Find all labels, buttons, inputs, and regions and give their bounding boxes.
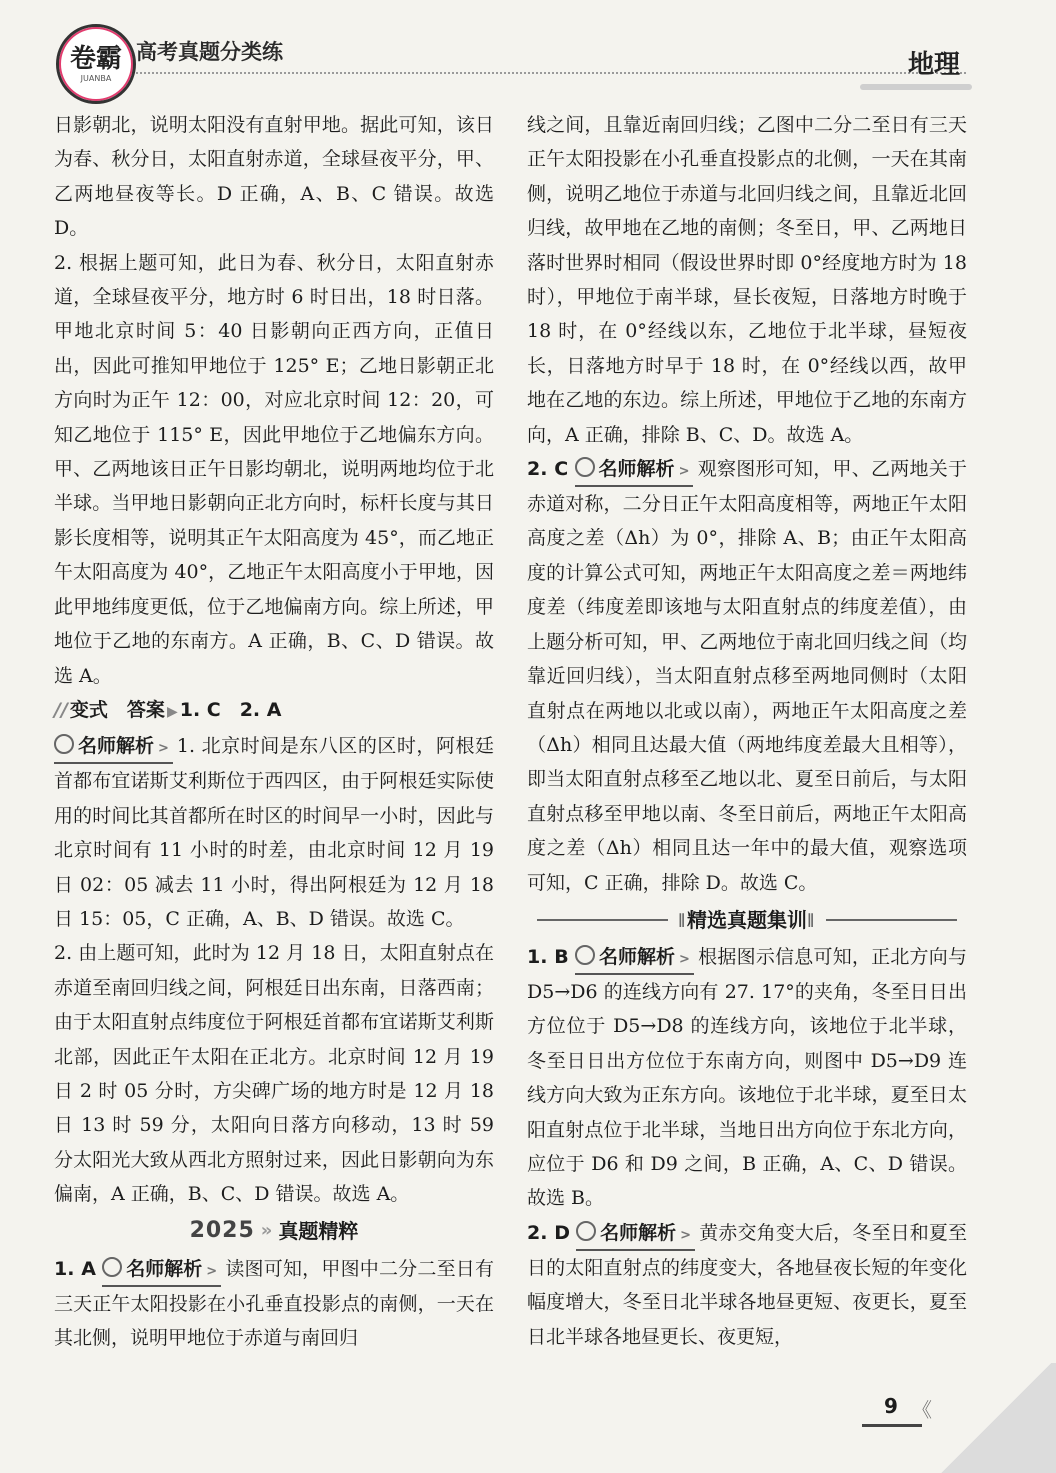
- left-paragraph-4: 2. 由上题可知，此时为 12 月 18 日，太阳直射点在赤道至南回归线之间，阿根廷日出东南，日落西南；由于太阳直射点纬度位于阿根廷首都布宜诺斯艾利斯北部，因此正午太阳在正北方。北京时间 12 月 19 日 2 时 05 分时，方尖碑广场的地方时是 12 月 18 日 13 时 59 分，太阳向日落方向移动，13 时 59 分太阳光大致从西北方照射过来，因此日影朝向为东偏南，A 正确，B、C、D 错误。故选 A。: [54, 942, 494, 1206]
- answer-label: 答案: [126, 698, 165, 721]
- teacher-icon: [575, 945, 595, 965]
- chevron-right-icon: >: [679, 951, 690, 967]
- teacher-analysis-tag: [575, 944, 694, 975]
- question-text: 观察图形可知，甲、乙两地关于赤道对称，二分日正午太阳高度相等，两地正午太阳高度之差（Δh）为 0°，排除 A、B；由正午太阳高度的计算公式可知，两地正午太阳高度之差＝两地纬度差（纬度差即该地与太阳直射点的纬度差值），由上题分析可知，甲、乙两地位于南北回归线之间（均靠近回归线），当太阳直射点移至两地同侧时（太阳直射点在两地以北或以南），两地正午太阳高度之差（Δh）相同且达最大值（两地纬度差最大且相等），即当太阳直射点移至乙地以北、夏至日前后，与太阳直射点移至甲地以南、冬至日前后，两地正午太阳高度之差（Δh）相同且达一年中的最大值，观察选项可知，C 正确，排除 D。故选 C。: [527, 458, 967, 894]
- variant-answer-row: [54, 693, 494, 729]
- left-question-1: [54, 1252, 494, 1356]
- teacher-analysis-label: 名师解析: [599, 945, 676, 968]
- section-year: 2025: [189, 1218, 255, 1244]
- teacher-analysis-tag: [575, 456, 694, 487]
- teacher-analysis-label: 名师解析: [78, 735, 155, 758]
- page-corner-decoration: [936, 1363, 1056, 1473]
- chevron-right-icon: >: [678, 464, 690, 480]
- page-number: 9: [884, 1394, 898, 1418]
- answer-value: 1. C 2. A: [179, 698, 282, 721]
- teacher-analysis-label: 名师解析: [126, 1257, 203, 1280]
- double-chevron-icon: »: [260, 1220, 273, 1242]
- page-header: [0, 0, 1056, 108]
- subject-underline: [860, 84, 972, 90]
- right-question-r1: [527, 940, 967, 1216]
- left-paragraph-1: 日影朝北，说明太阳没有直射甲地。据此可知，该日为春、秋分日，太阳直射赤道，全球昼夜平分，甲、乙两地昼夜等长。D 正确，A、B、C 错误。故选 D。: [54, 114, 494, 240]
- chevron-right-icon: >: [206, 1263, 218, 1279]
- chevron-right-icon: >: [680, 1227, 692, 1243]
- left-paragraph-3: [54, 729, 494, 936]
- double-slash-icon: //: [54, 698, 68, 721]
- teacher-icon: [576, 1221, 596, 1241]
- left-column: [54, 108, 494, 1355]
- subject-title: 地理: [908, 50, 961, 80]
- header-divider: [136, 72, 966, 74]
- logo-sub-text: JUANBA: [80, 73, 112, 83]
- section2-title: 精选真题集训: [687, 907, 807, 932]
- question-text: 黄赤交角变大后，冬至日和夏至日的太阳直射点的纬度变大，各地昼夜长短的年变化幅度增大，冬至日北半球各地昼更短、夜更长，夏至日北半球各地昼更长、夜更短，: [527, 1221, 967, 1348]
- question-number: 2. D: [527, 1221, 570, 1244]
- right-paragraph-1: 线之间，且靠近南回归线；乙图中二分二至日有三天正午太阳投影在小孔垂直投影点的北侧，一天在其南侧，说明乙地位于赤道与北回归线之间，且靠近北回归线，故甲地在乙地的南侧；冬至日，甲、乙两地日落时世界时相同（假设世界时即 0°经度地方时为 18 时），甲地位于南半球，昼长夜短，日落地方时晚于 18 时，在 0°经线以东，乙地位于北半球，昼短夜长，日落地方时早于 18 时，在 0°经线以西，故甲地在乙地的东边。综上所述，甲地位于乙地的东南方向，A 正确，排除 B、C、D。故选 A。: [527, 114, 967, 446]
- teacher-analysis-label: 名师解析: [600, 1221, 677, 1244]
- left-paragraph-2: 2. 根据上题可知，此日为春、秋分日，太阳直射赤道，全球昼夜平分，地方时 6 时日出，18 时日落。甲地北京时间 5：40 日影朝向正西方向，正值日出，因此可推知甲地位于 125° E；乙地日影朝正北方向时为正午 12：00，对应北京时间 12：20，可知乙地位于 115° E，因此甲地位于乙地偏东方向。甲、乙两地该日正午日影均朝北，说明两地均位于北半球。当甲地日影朝向正北方向时，标杆长度与其日影长度相等，说明其正午太阳高度为 45°，而乙地正午太阳高度为 40°，乙地正午太阳高度小于甲地，因此甲地纬度更低，位于乙地偏南方向。综上所述，甲地位于乙地的东南方。A 正确，B、C、D 错误。故选 A。: [54, 251, 494, 687]
- series-title: 高考真题分类练: [136, 40, 283, 64]
- variant-label: 变式: [69, 698, 108, 721]
- question-number: 2. C: [527, 458, 569, 481]
- section-heading-2025: [54, 1212, 494, 1252]
- heading-dash-decoration: ∥: [807, 911, 816, 928]
- teacher-analysis-tag: [54, 733, 173, 764]
- section-heading-selected: [527, 900, 967, 940]
- teacher-icon: [102, 1257, 122, 1277]
- logo-main-text: 卷霸: [69, 43, 122, 74]
- teacher-analysis-tag: [576, 1220, 695, 1251]
- question-number: 1. A: [54, 1257, 96, 1280]
- triangle-right-icon: ▶: [166, 703, 178, 720]
- heading-rule-left: [537, 919, 668, 921]
- teacher-icon: [54, 734, 74, 754]
- teacher-analysis-tag: [102, 1256, 221, 1287]
- footer-underline: [862, 1424, 922, 1427]
- heading-rule-right: [826, 919, 957, 921]
- double-chevron-left-icon: 《: [912, 1398, 932, 1422]
- right-question-2: [527, 452, 967, 900]
- right-question-r2: [527, 1216, 967, 1354]
- question-text: 读图可知，甲图中二分二至日有三天正午太阳投影在小孔垂直投影点的南侧，一天在其北侧，说明甲地位于赤道与南回归: [54, 1257, 494, 1349]
- heading-dash-decoration: ∥: [678, 911, 687, 928]
- teacher-analysis-label: 名师解析: [598, 458, 675, 481]
- right-column: [527, 108, 967, 1354]
- brand-logo: [56, 24, 136, 104]
- section-title: 真题精粹: [278, 1219, 359, 1244]
- question-text: 根据图示信息可知，正北方向与 D5→D6 的连线方向有 27. 17°的夹角，冬至日日出方位位于 D5→D8 的连线方向，该地位于北半球，冬至日日出方位位于东南方向，则图中 D5→D9 连线方向大致为正东方向。该地位于北半球，夏至日太阳直射点位于北半球，当地日出方向位于东北方向，应位于 D6 和 D9 之间，B 正确，A、C、D 错误。故选 B。: [527, 945, 967, 1210]
- chevron-right-icon: >: [158, 741, 169, 757]
- teacher-icon: [575, 457, 595, 477]
- left-paragraph-3-text: 1. 北京时间是东八区的区时，阿根廷首都布宜诺斯艾利斯位于西四区，由于阿根廷实际使用的时间比其首都所在时区的时间早一小时，因此与北京时间有 11 小时的时差，由北京时间 12 月 19 日 02：05 减去 11 小时，得出阿根廷为 12 月 18 日 15：05，C 正确，A、B、D 错误。故选 C。: [54, 735, 494, 930]
- question-number: 1. B: [527, 945, 569, 968]
